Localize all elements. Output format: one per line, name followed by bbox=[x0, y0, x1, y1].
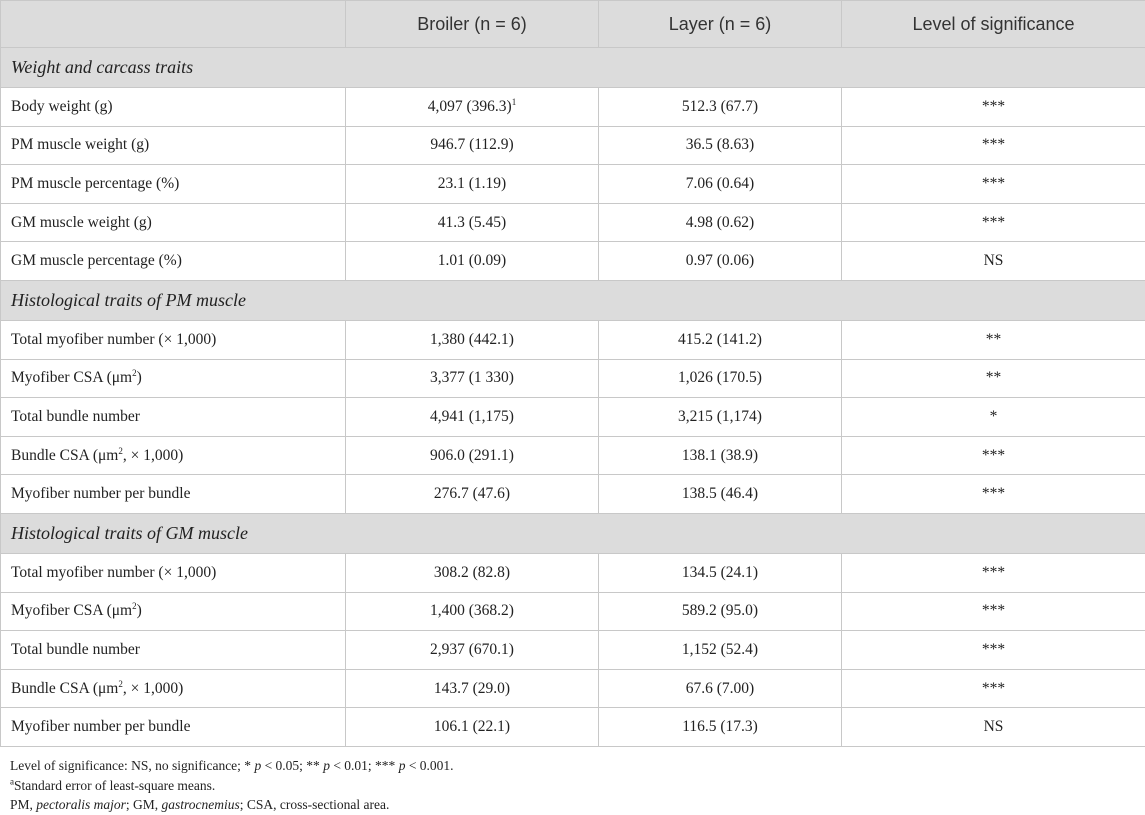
trait-cell: Bundle CSA ($\mu m^2$, × 1,000) bbox=[1, 669, 346, 708]
footnote-abbreviations: PM, pectoralis major; GM, gastrocnemius; CSA, cross-sectional area. bbox=[10, 797, 390, 812]
significance-cell: *** bbox=[842, 631, 1145, 670]
header-broiler: Broiler (n = 6) bbox=[346, 1, 599, 48]
layer-cell: 138.5 (46.4) bbox=[599, 475, 842, 514]
significance-cell: *** bbox=[842, 669, 1145, 708]
significance-cell: NS bbox=[842, 242, 1145, 281]
table-row bbox=[1, 126, 1145, 165]
significance-cell: *** bbox=[842, 88, 1145, 127]
significance-cell: *** bbox=[842, 592, 1145, 631]
section-title: Weight and carcass traits bbox=[1, 48, 1145, 88]
layer-cell: 3,215 (1,174) bbox=[599, 398, 842, 437]
layer-cell: 512.3 (67.7) bbox=[599, 88, 842, 127]
broiler-cell: 308.2 (82.8) bbox=[346, 553, 599, 592]
header-significance: Level of significance bbox=[842, 1, 1145, 48]
section-title: Histological traits of PM muscle bbox=[1, 280, 1145, 320]
trait-cell: Myofiber number per bundle bbox=[1, 475, 346, 514]
table-row bbox=[1, 708, 1145, 747]
layer-cell: 0.97 (0.06) bbox=[599, 242, 842, 281]
significance-cell: * bbox=[842, 398, 1145, 437]
significance-cell: ** bbox=[842, 359, 1145, 398]
layer-cell: 36.5 (8.63) bbox=[599, 126, 842, 165]
footnote-standard-error: $^a$Standard error of least-square means. bbox=[10, 776, 216, 793]
footnote-significance: Level of significance: NS, no significance; * p < 0.05; ** p < 0.01; *** p < 0.001. bbox=[10, 758, 454, 773]
table-row bbox=[1, 88, 1145, 127]
table-row bbox=[1, 242, 1145, 281]
layer-cell: 1,152 (52.4) bbox=[599, 631, 842, 670]
table-row bbox=[1, 631, 1145, 670]
broiler-cell: 1.01 (0.09) bbox=[346, 242, 599, 281]
layer-cell: 134.5 (24.1) bbox=[599, 553, 842, 592]
trait-cell: Bundle CSA ($\mu m^2$, × 1,000) bbox=[1, 436, 346, 475]
broiler-cell: 143.7 (29.0) bbox=[346, 669, 599, 708]
broiler-cell: 276.7 (47.6) bbox=[346, 475, 599, 514]
layer-cell: 138.1 (38.9) bbox=[599, 436, 842, 475]
layer-cell: 1,026 (170.5) bbox=[599, 359, 842, 398]
layer-cell: 4.98 (0.62) bbox=[599, 203, 842, 242]
broiler-cell: 4,097 $(396.3)^1$ bbox=[346, 88, 599, 127]
layer-cell: 589.2 (95.0) bbox=[599, 592, 842, 631]
table-row bbox=[1, 592, 1145, 631]
table-row bbox=[1, 203, 1145, 242]
header-row bbox=[1, 1, 1145, 48]
table-row bbox=[1, 553, 1145, 592]
section-row bbox=[1, 280, 1145, 320]
table-row bbox=[1, 669, 1145, 708]
trait-cell: GM muscle percentage (%) bbox=[1, 242, 346, 281]
trait-cell: Total bundle number bbox=[1, 398, 346, 437]
broiler-cell: 4,941 (1,175) bbox=[346, 398, 599, 437]
significance-cell: *** bbox=[842, 553, 1145, 592]
trait-cell: Total bundle number bbox=[1, 631, 346, 670]
broiler-cell: 906.0 (291.1) bbox=[346, 436, 599, 475]
significance-cell: *** bbox=[842, 475, 1145, 514]
table-row bbox=[1, 475, 1145, 514]
broiler-cell: 41.3 (5.45) bbox=[346, 203, 599, 242]
broiler-cell: 23.1 (1.19) bbox=[346, 165, 599, 204]
layer-cell: 116.5 (17.3) bbox=[599, 708, 842, 747]
broiler-cell: 946.7 (112.9) bbox=[346, 126, 599, 165]
table-row bbox=[1, 398, 1145, 437]
significance-cell: *** bbox=[842, 126, 1145, 165]
table-row bbox=[1, 165, 1145, 204]
broiler-cell: 1,380 (442.1) bbox=[346, 320, 599, 359]
header-layer: Layer (n = 6) bbox=[599, 1, 842, 48]
significance-cell: NS bbox=[842, 708, 1145, 747]
broiler-cell: 2,937 (670.1) bbox=[346, 631, 599, 670]
significance-cell: ** bbox=[842, 320, 1145, 359]
header-trait bbox=[1, 1, 346, 48]
layer-cell: 7.06 (0.64) bbox=[599, 165, 842, 204]
trait-cell: Total myofiber number (× 1,000) bbox=[1, 553, 346, 592]
table-row bbox=[1, 320, 1145, 359]
trait-cell: Myofiber number per bundle bbox=[1, 708, 346, 747]
significance-cell: *** bbox=[842, 165, 1145, 204]
trait-cell: Total myofiber number (× 1,000) bbox=[1, 320, 346, 359]
section-title: Histological traits of GM muscle bbox=[1, 513, 1145, 553]
trait-cell: Myofiber CSA $(\mu m^2)$ bbox=[1, 359, 346, 398]
table-row bbox=[1, 359, 1145, 398]
trait-cell: PM muscle weight (g) bbox=[1, 126, 346, 165]
trait-cell: Myofiber CSA $(\mu m^2)$ bbox=[1, 592, 346, 631]
significance-cell: *** bbox=[842, 203, 1145, 242]
layer-cell: 415.2 (141.2) bbox=[599, 320, 842, 359]
trait-cell: Body weight (g) bbox=[1, 88, 346, 127]
broiler-cell: 106.1 (22.1) bbox=[346, 708, 599, 747]
broiler-cell: 3,377 (1 330) bbox=[346, 359, 599, 398]
layer-cell: 67.6 (7.00) bbox=[599, 669, 842, 708]
significance-cell: *** bbox=[842, 436, 1145, 475]
section-row bbox=[1, 48, 1145, 88]
footnotes bbox=[10, 756, 454, 815]
trait-cell: GM muscle weight (g) bbox=[1, 203, 346, 242]
broiler-cell: 1,400 (368.2) bbox=[346, 592, 599, 631]
table-body bbox=[1, 48, 1145, 747]
table-row bbox=[1, 436, 1145, 475]
trait-cell: PM muscle percentage (%) bbox=[1, 165, 346, 204]
section-row bbox=[1, 513, 1145, 553]
